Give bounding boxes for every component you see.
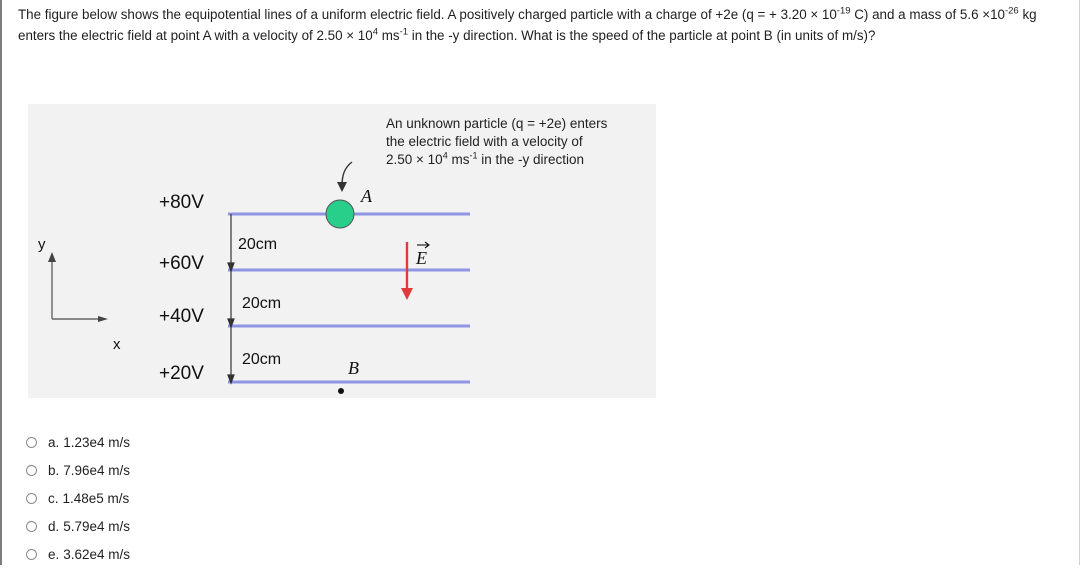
option-d[interactable]: d. 5.79e4 m/s [26, 512, 130, 540]
left-border [0, 0, 2, 565]
trajectory-arrowhead-icon [337, 182, 347, 192]
radio-button-c[interactable] [26, 493, 37, 504]
radio-button-e[interactable] [26, 549, 37, 560]
potential-label-60v: +60V [159, 253, 204, 274]
answer-options [26, 428, 130, 568]
spacing-label-3: 20cm [242, 351, 282, 368]
spacing-label-1: 20cm [238, 236, 278, 253]
option-b[interactable]: b. 7.96e4 m/s [26, 456, 130, 484]
particle-note: An unknown particle (q = +2e) enters the electric field with a velocity of $2.50 \times 10^4$ $ms^{-1}$ in the -y direction [386, 116, 608, 167]
point-b-dot [338, 388, 344, 394]
spacing-label-2: 20cm [242, 295, 282, 312]
charged-particle [326, 200, 354, 228]
x-axis-label: x [113, 336, 121, 353]
point-a-label: A [361, 186, 372, 206]
field-arrow-icon [401, 288, 413, 300]
potential-label-40v: +40V [159, 306, 204, 327]
radio-button-d[interactable] [26, 521, 37, 532]
potential-label-80v: +80V [159, 192, 204, 213]
option-a[interactable]: a. 1.23e4 m/s [26, 428, 130, 456]
spacing-ticks [228, 214, 234, 383]
point-b-label: B [348, 358, 359, 378]
option-e[interactable]: e. 3.62e4 m/s [26, 540, 130, 568]
potential-label-20v: +20V [159, 363, 204, 384]
option-c[interactable]: c. 1.48e5 m/s [26, 484, 130, 512]
radio-button-a[interactable] [26, 437, 37, 448]
field-label: E [416, 248, 427, 268]
y-axis-label: y [38, 236, 46, 253]
radio-button-b[interactable] [26, 465, 37, 476]
question-text: The figure below shows the equipotential lines of a uniform electric field. A positively charged particle with a charge of +2e (q = + $3.20 \times 10^{-19}$ C) and a mass of $5.6 \times 10^{-26}$ kg enters the electric field at point A with a velocity of $2.50 \times 10^4$ $ms^{-1}$ in the -y direction. What is the speed of the particle at point B (in units of m/s)? [18, 5, 1037, 43]
axes-icon [48, 252, 108, 322]
